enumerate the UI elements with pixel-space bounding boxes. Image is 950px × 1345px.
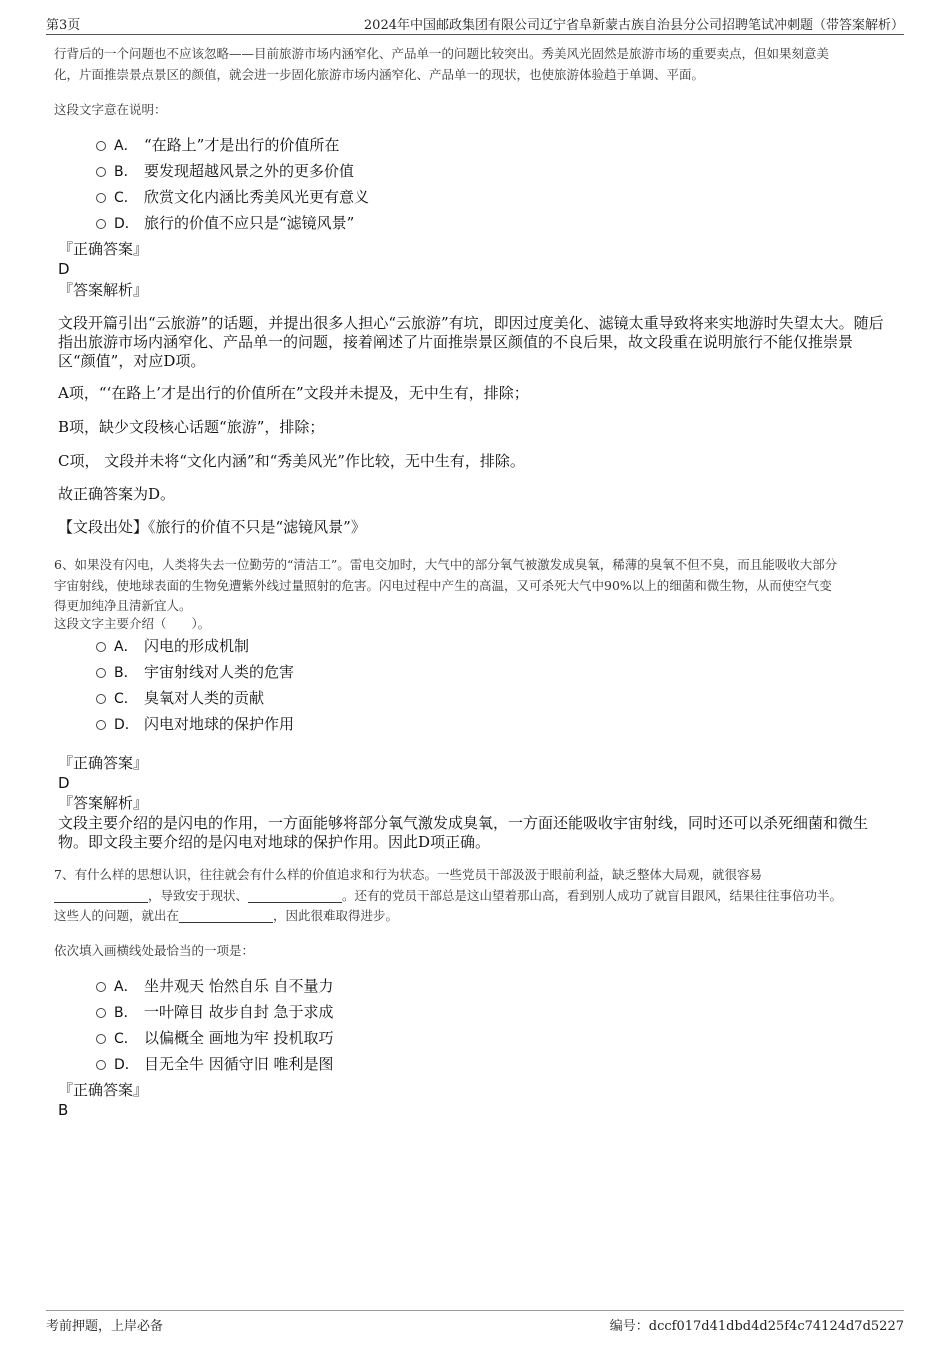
q6-option-c[interactable]: C． 臭氧对人类的贡献 bbox=[96, 687, 264, 709]
q5-analysis-b: B项，缺少文段核心话题“旅游”，排除； bbox=[58, 418, 325, 436]
q7-answer: B bbox=[58, 1101, 69, 1119]
q5-option-a[interactable]: A． “在路上”才是出行的价值所在 bbox=[96, 134, 339, 156]
q5-question: 这段文字意在说明： bbox=[54, 102, 167, 117]
q5-analysis-c: C项， 文段并未将“文化内涵”和“秀美风光”作比较，无中生有，排除。 bbox=[58, 452, 525, 470]
q5-analysis-line-3: 区“颜值”，对应D项。 bbox=[58, 352, 206, 370]
q6-stem-line-3: 得更加纯净且清新宜人。 bbox=[54, 598, 192, 613]
q5-option-b[interactable]: B． 要发现超越风景之外的更多价值 bbox=[96, 160, 354, 182]
page-footer bbox=[46, 1310, 904, 1335]
q6-stem-line-2: 宇宙射线，使地球表面的生物免遭紫外线过量照射的危害。闪电过程中产生的高温，又可杀死大气中90%以上的细菌和微生物，从而使空气变 bbox=[54, 578, 832, 593]
q5-source: 【文段出处】《旅行的价值不只是“滤镜风景”》 bbox=[58, 518, 366, 536]
q5-analysis-a: A项，“‘在路上’才是出行的价值所在”文段并未提及，无中生有，排除； bbox=[58, 384, 529, 402]
radio-icon[interactable] bbox=[96, 982, 106, 992]
document-title: 2024年中国邮政集团有限公司辽宁省阜新蒙古族自治县分公司招聘笔试冲刺题（带答案解析） bbox=[363, 18, 904, 33]
q5-analysis-line-2: 指出旅游市场内涵窄化、产品单一的问题，接着阐述了片面推崇景区颜值的不良后果，故文段重在说明旅行不能仅推崇景 bbox=[58, 333, 854, 351]
q7-stem-line-1: 7、有什么样的思想认识，往往就会有什么样的价值追求和行为状态。一些党员干部汲汲于眼前利益，缺乏整体大局观，就很容易 bbox=[54, 867, 762, 882]
q6-answer-label: 『正确答案』 bbox=[58, 754, 149, 772]
radio-icon[interactable] bbox=[96, 219, 106, 229]
q5-option-d[interactable]: D． 旅行的价值不应只是“滤镜风景” bbox=[96, 212, 354, 234]
radio-icon[interactable] bbox=[96, 668, 106, 678]
q5-answer-label: 『正确答案』 bbox=[58, 240, 149, 258]
fill-blank-3[interactable] bbox=[179, 910, 273, 923]
q7-option-a[interactable]: A． 坐井观天 怡然自乐 自不量力 bbox=[96, 975, 334, 997]
radio-icon[interactable] bbox=[96, 1008, 106, 1018]
fill-blank-2[interactable] bbox=[248, 890, 342, 903]
fill-blank-1[interactable] bbox=[54, 890, 148, 903]
radio-icon[interactable] bbox=[96, 1060, 106, 1070]
q6-option-a[interactable]: A． 闪电的形成机制 bbox=[96, 635, 249, 657]
radio-icon[interactable] bbox=[96, 642, 106, 652]
document-id: 编号：dccf017d41dbd4d25f4c74124d7d5227 bbox=[609, 1319, 904, 1334]
q5-option-c[interactable]: C． 欣赏文化内涵比秀美风光更有意义 bbox=[96, 186, 369, 208]
radio-icon[interactable] bbox=[96, 1034, 106, 1044]
q5-analysis-line-1: 文段开篇引出“云旅游”的话题，并提出很多人担心“云旅游”有坑，即因过度美化、滤镜太重导致将来实地游时失望太大。随后 bbox=[58, 314, 884, 332]
q5-stem-line-2: 化，片面推崇景点景区的颜值，就会进一步固化旅游市场内涵窄化、产品单一的现状，也使旅游体验趋于单调、平面。 bbox=[54, 67, 705, 82]
q6-answer: D bbox=[58, 774, 70, 792]
q6-analysis-line-2: 物。即文段主要介绍的是闪电对地球的保护作用。因此D项正确。 bbox=[58, 833, 491, 851]
radio-icon[interactable] bbox=[96, 167, 106, 177]
q6-question: 这段文字主要介绍（ ）。 bbox=[54, 616, 211, 631]
q6-option-d[interactable]: D． 闪电对地球的保护作用 bbox=[96, 713, 294, 735]
q6-option-b[interactable]: B． 宇宙射线对人类的危害 bbox=[96, 661, 294, 683]
radio-icon[interactable] bbox=[96, 193, 106, 203]
q6-stem-line-1: 6、如果没有闪电，人类将失去一位勤劳的“清洁工”。雷电交加时，大气中的部分氧气被激发成臭氧，稀薄的臭氧不但不臭，而且能吸收大部分 bbox=[54, 557, 838, 572]
radio-icon[interactable] bbox=[96, 694, 106, 704]
q7-question: 依次填入画横线处最恰当的一项是： bbox=[54, 943, 255, 958]
q5-stem-line-1: 行背后的一个问题也不应该忽略——目前旅游市场内涵窄化、产品单一的问题比较突出。秀美风光固然是旅游市场的重要卖点，但如果刻意美 bbox=[54, 46, 830, 61]
q7-option-b[interactable]: B． 一叶障目 故步自封 急于求成 bbox=[96, 1001, 334, 1023]
q7-option-d[interactable]: D． 目无全牛 因循守旧 唯利是图 bbox=[96, 1053, 334, 1075]
q5-analysis-label: 『答案解析』 bbox=[58, 281, 149, 299]
q5-answer: D bbox=[58, 260, 70, 278]
page-header bbox=[46, 14, 904, 35]
q7-stem-line-2: ，导致安于现状、 。还有的党员干部总是这山望着那山高，看到别人成功了就盲目跟风，结果往往事倍功半。 bbox=[54, 885, 842, 906]
q7-stem-line-3: 这些人的问题，就出在 ，因此很难取得进步。 bbox=[54, 908, 399, 923]
radio-icon[interactable] bbox=[96, 141, 106, 151]
page-number: 第3页 bbox=[46, 18, 81, 33]
radio-icon[interactable] bbox=[96, 720, 106, 730]
q7-answer-label: 『正确答案』 bbox=[58, 1081, 149, 1099]
footer-slogan: 考前押题，上岸必备 bbox=[46, 1319, 164, 1334]
q7-option-c[interactable]: C． 以偏概全 画地为牢 投机取巧 bbox=[96, 1027, 334, 1049]
q6-analysis-line-1: 文段主要介绍的是闪电的作用，一方面能够将部分氧气激发成臭氧，一方面还能吸收宇宙射线，同时还可以杀死细菌和微生 bbox=[58, 814, 869, 832]
q6-analysis-label: 『答案解析』 bbox=[58, 794, 149, 812]
q5-conclusion: 故正确答案为D。 bbox=[58, 485, 176, 503]
